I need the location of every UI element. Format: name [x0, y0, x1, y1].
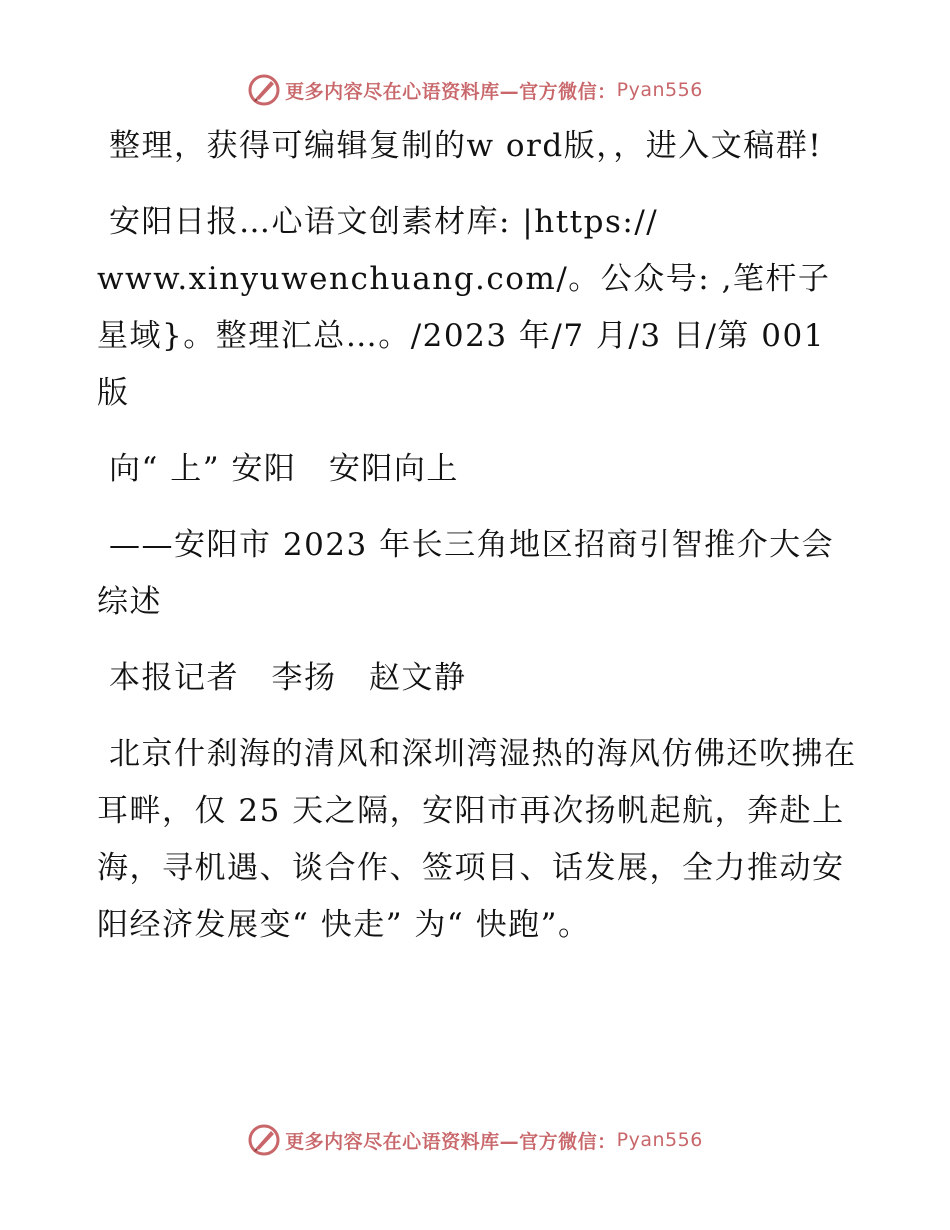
article-subtitle: ——安阳市 2023 年长三角地区招商引智推介大会综述 [97, 527, 835, 620]
quill-logo-icon [247, 1123, 281, 1157]
article-title: 向“ 上” 安阳 安阳向上 [109, 451, 459, 487]
watermark-text: 更多内容尽在心语资料库—官方微信： [285, 1130, 617, 1153]
watermark-text: 更多内容尽在心语资料库—官方微信： [285, 80, 617, 103]
paragraph-source: 安阳日报…心语文创素材库: |https:// www.xinyuwenchuang.com/。公众号: ,笔杆子星域}。整理汇总…。/2023 年/7 月/3 日/第 001 版 [97, 204, 831, 411]
watermark-wechat-id: Pyan556 [616, 1129, 703, 1151]
footer-watermark [0, 1120, 950, 1160]
quill-logo-icon [247, 73, 281, 107]
watermark-wechat-id: Pyan556 [616, 79, 703, 101]
header-watermark [0, 70, 950, 110]
paragraph-intro: 整理，获得可编辑复制的w ord版，，进入文稿群! [109, 128, 823, 164]
article-byline: 本报记者 李扬 赵文静 [109, 660, 467, 696]
document-body [97, 118, 857, 973]
article-lead-paragraph: 北京什刹海的清风和深圳湾湿热的海风仿佛还吹拂在耳畔，仅 25 天之隔，安阳市再次扬帆起航，奔赴上海，寻机遇、谈合作、签项目、话发展，全力推动安阳经济发展变“ 快走” 为“ 快跑”。 [97, 736, 857, 943]
